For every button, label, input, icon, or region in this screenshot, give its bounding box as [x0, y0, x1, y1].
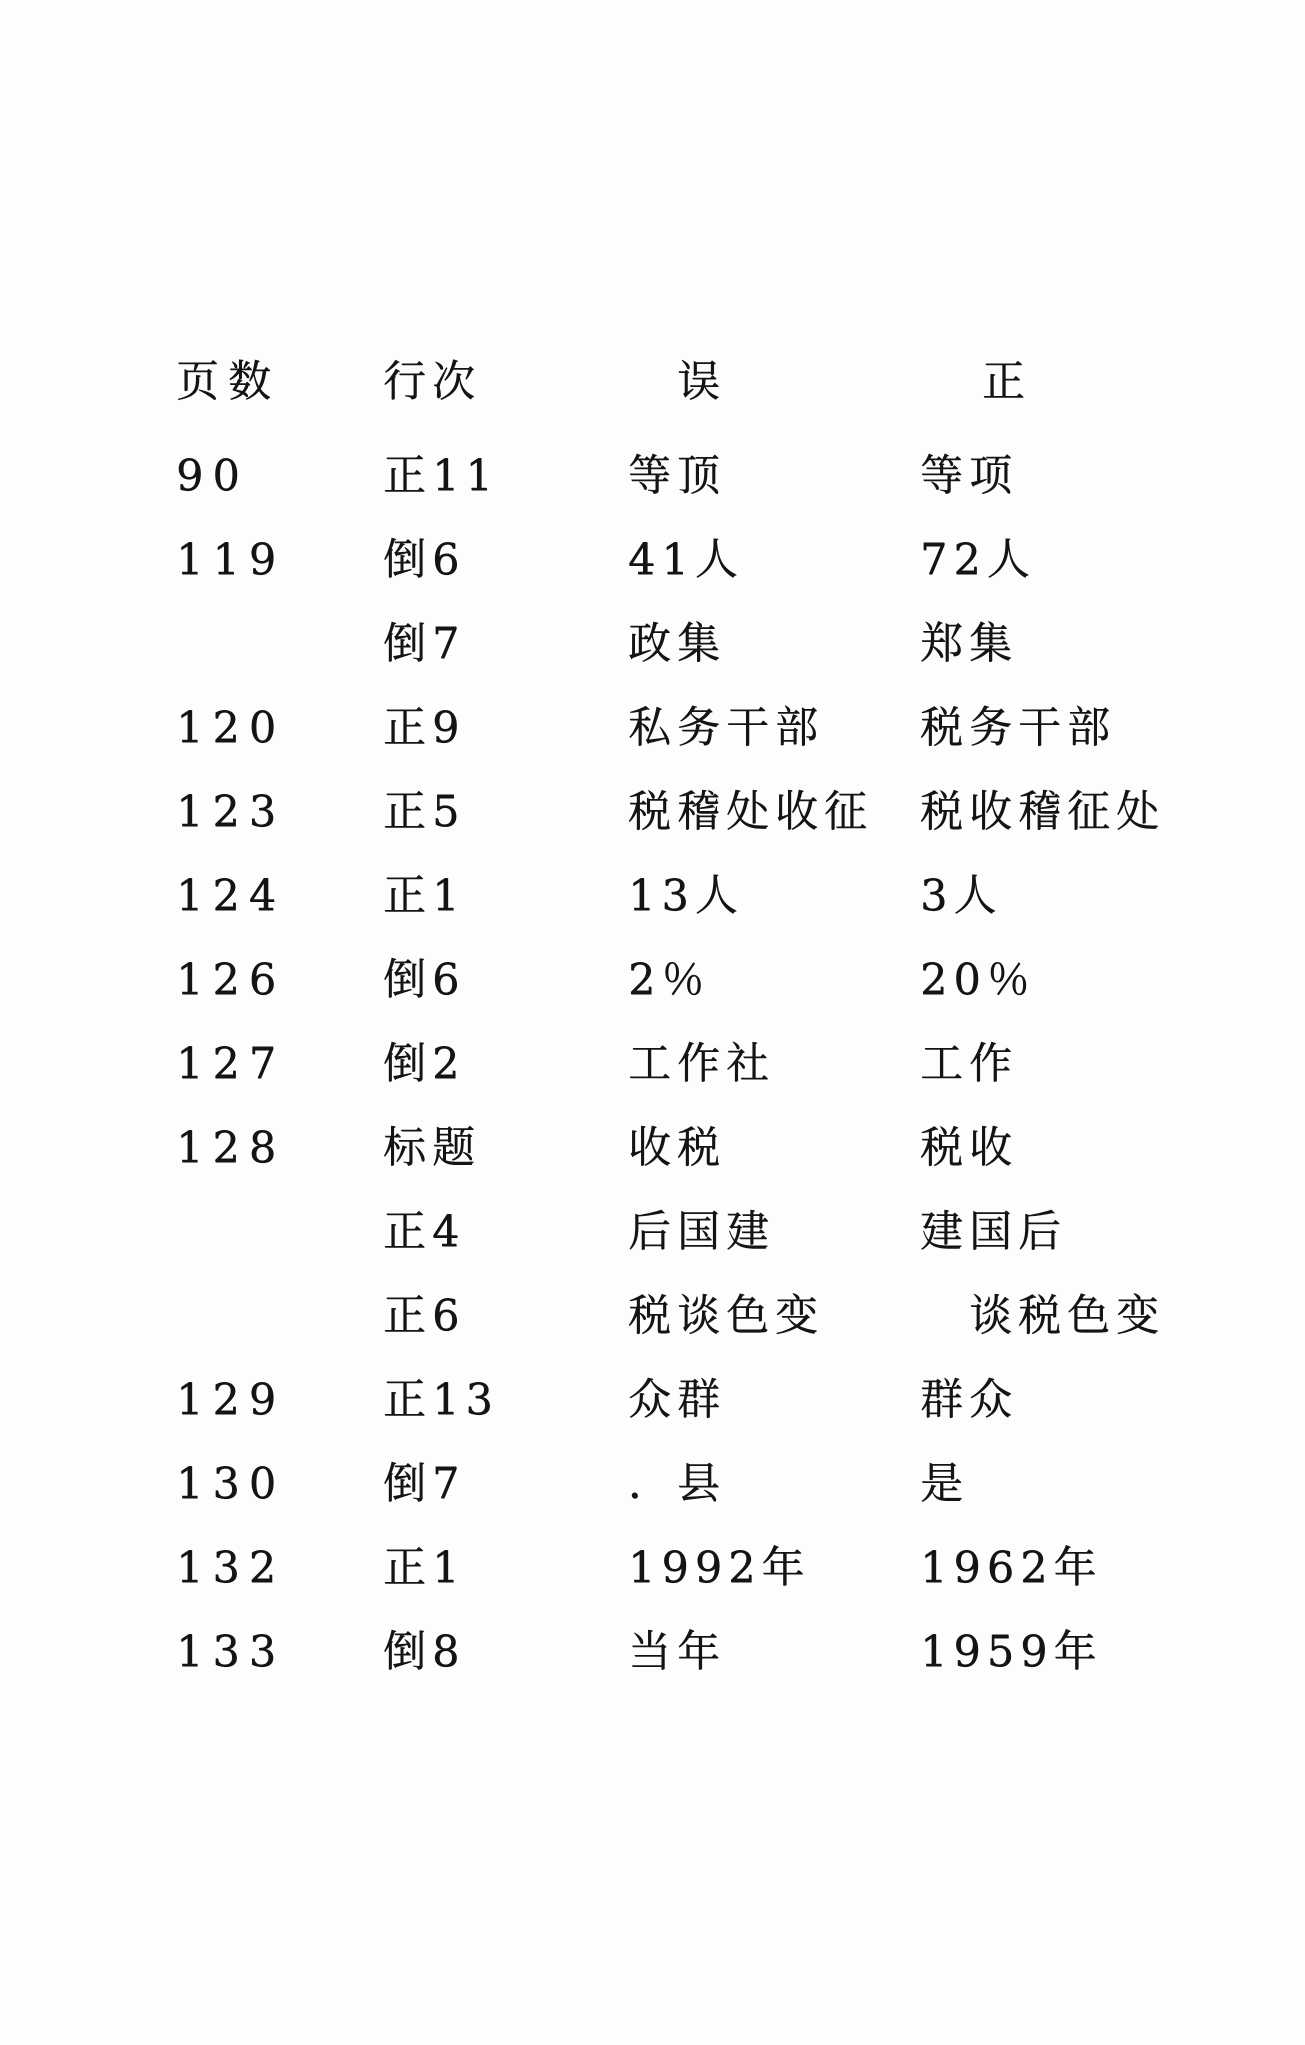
correction-cell: 工作 [920, 1038, 1018, 1089]
correction-cell: 税收稽征处 [920, 786, 1165, 837]
line-number-cell: 倒7 [383, 1458, 466, 1509]
table-row [176, 854, 1236, 938]
correction-cell: 税务干部 [920, 702, 1116, 753]
error-cell: 政集 [628, 618, 726, 669]
table-row [176, 1106, 1236, 1190]
correction-cell: 群众 [920, 1374, 1018, 1425]
error-cell: 税谈色变 [628, 1290, 824, 1341]
page-number-cell: 127 [176, 1038, 286, 1089]
line-number-cell: 正4 [383, 1206, 466, 1257]
table-row [176, 770, 1236, 854]
table-row [176, 518, 1236, 602]
page-number-cell: 133 [176, 1626, 286, 1677]
error-cell: 当年 [628, 1626, 726, 1677]
page-number-cell: 129 [176, 1374, 286, 1425]
table-row [176, 1442, 1236, 1526]
table-row [176, 1358, 1236, 1442]
error-cell: 税稽处收征 [628, 786, 873, 837]
error-cell: 13人 [628, 870, 744, 921]
header-line-number: 行次 [383, 356, 481, 407]
error-cell: 众群 [628, 1374, 726, 1425]
error-cell: 1992年 [628, 1542, 811, 1593]
table-row [176, 1022, 1236, 1106]
line-number-cell: 正5 [383, 786, 466, 837]
header-correction: 正 [982, 356, 1031, 407]
header-page-number: 页数 [176, 356, 280, 407]
table-row [176, 686, 1236, 770]
error-cell: ．县 [628, 1458, 726, 1509]
page-number-cell: 126 [176, 954, 286, 1005]
table-row [176, 938, 1236, 1022]
page-number-cell: 120 [176, 702, 286, 753]
error-cell: 收税 [628, 1122, 726, 1173]
error-cell: 私务干部 [628, 702, 824, 753]
page-number-cell: 124 [176, 870, 286, 921]
table-rows [176, 434, 1236, 1694]
correction-cell: 谈税色变 [920, 1290, 1165, 1341]
table-row [176, 1190, 1236, 1274]
line-number-cell: 正13 [383, 1374, 499, 1425]
header-error: 误 [677, 356, 726, 407]
line-number-cell: 倒6 [383, 954, 466, 1005]
table-row [176, 1526, 1236, 1610]
line-number-cell: 标题 [383, 1122, 481, 1173]
correction-cell: 72人 [920, 534, 1036, 585]
line-number-cell: 倒2 [383, 1038, 466, 1089]
correction-cell: 3人 [920, 870, 1003, 921]
correction-cell: 等项 [920, 450, 1018, 501]
error-cell: 41人 [628, 534, 744, 585]
line-number-cell: 正11 [383, 450, 499, 501]
line-number-cell: 正9 [383, 702, 466, 753]
correction-cell: 1959年 [920, 1626, 1103, 1677]
correction-cell: 税收 [920, 1122, 1018, 1173]
page-number-cell: 132 [176, 1542, 286, 1593]
line-number-cell: 正6 [383, 1290, 466, 1341]
correction-cell: 是 [920, 1458, 969, 1509]
errata-table [176, 356, 1236, 1694]
correction-cell: 1962年 [920, 1542, 1103, 1593]
table-header-row [176, 356, 1236, 408]
table-row [176, 1274, 1236, 1358]
table-row [176, 434, 1236, 518]
correction-cell: 郑集 [920, 618, 1018, 669]
page-number-cell: 123 [176, 786, 286, 837]
line-number-cell: 倒7 [383, 618, 466, 669]
table-row [176, 1610, 1236, 1694]
page-number-cell: 90 [176, 450, 249, 501]
line-number-cell: 倒6 [383, 534, 466, 585]
correction-cell: 20％ [920, 954, 1036, 1005]
page-number-cell: 130 [176, 1458, 286, 1509]
table-row [176, 602, 1236, 686]
error-cell: 等顶 [628, 450, 726, 501]
error-cell: 后国建 [628, 1206, 775, 1257]
page-number-cell: 119 [176, 534, 286, 585]
line-number-cell: 正1 [383, 1542, 466, 1593]
error-cell: 工作社 [628, 1038, 775, 1089]
line-number-cell: 倒8 [383, 1626, 466, 1677]
line-number-cell: 正1 [383, 870, 466, 921]
correction-cell: 建国后 [920, 1206, 1067, 1257]
page-number-cell: 128 [176, 1122, 286, 1173]
error-cell: 2％ [628, 954, 711, 1005]
